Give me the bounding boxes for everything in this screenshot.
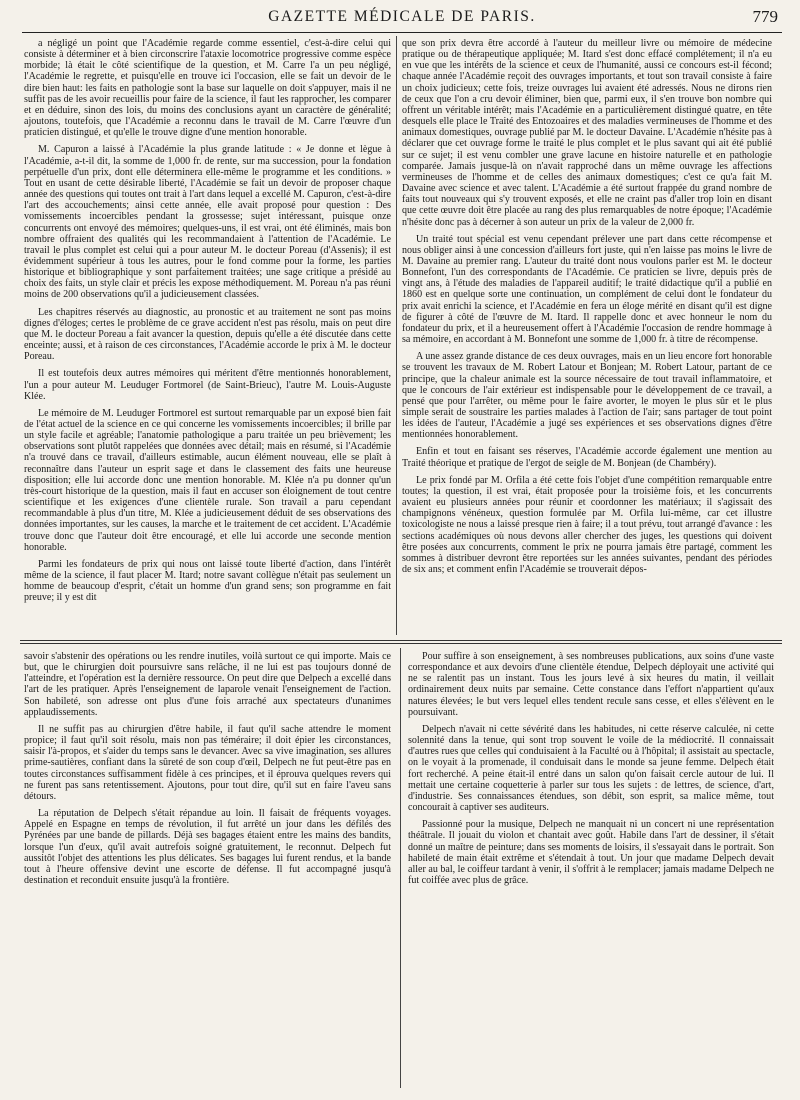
column-divider xyxy=(400,648,401,1088)
paragraph: Pour suffire à son enseignement, à ses nombreuses publications, aux soins d'une vaste correspondance et aux devoirs d'une clientèle étendue, Delpech déployait une activité qui ne se ralentit pas un instant. Tous les jours levé à six heures du matin, il veillait ordinairement deux nuits par semaine. Cette constance dans l'effort n'appartient qu'aux natures élevées; le but vers lequel elles tendent recule sans cesse, et elles s'élèvent en le poursuivant. xyxy=(408,651,774,718)
journal-title: GAZETTE MÉDICALE DE PARIS. xyxy=(268,8,536,25)
paragraph: savoir s'abstenir des opérations ou les rendre inutiles, voilà surtout ce qui importe. Mais ce but, que le chirurgien doit poursuivre sans relâche, il ne lui est pas toujours donné de l'atteindre, et l'opération est la dernière ressource. On peut dire que Delpech a excellé dans l'art de les pratiquer. Après l'enseignement de laparole venait l'enseignement de l'action. Son habileté, son adresse ont plus d'une fois arraché aux spectateurs d'unanimes applaudissements. xyxy=(24,651,391,718)
paragraph: Un traité tout spécial est venu cependant prélever une part dans cette récompense et nous obliger ainsi à une concession d'ailleurs fort juste, qui n'en laisse pas moins le livre de M. Davaine au premier rang. L'auteur du traité dont nous voulons parler est M. le docteur Bonnefont, l'un des correspondants de l'Académie. Ce praticien se livre, depuis près de vingt ans, à l'étude des maladies de l'appareil auditif; le traité didactique qu'il a publié en 1860 est en quelque sorte une continuation, un complément de celui dont le fondateur du prix avait enrichi la science, et l'Académie en fera un éloge mérité en disant qu'il est digne de figurer à côté de l'œuvre de M. Itard. Il rappelle donc et avec honneur le nom du fondateur du prix, et il a heureusement offert à l'Académie l'occasion de rendre hommage à sa mémoire, en accordant à M. Bonnefont une somme de 1,000 fr. à titre de récompense. xyxy=(402,233,772,346)
column-divider xyxy=(396,36,397,635)
paragraph: Parmi les fondateurs de prix qui nous ont laissé toute liberté d'action, dans l'intérêt même de la science, il faut placer M. Itard; notre savant collègue n'était pas seulement un homme de beaucoup d'esprit, c'était un homme d'un grand sens; son programme en fait preuve; il y est dit xyxy=(24,558,391,604)
paragraph: a négligé un point que l'Académie regarde comme essentiel, c'est-à-dire celui qui consiste à déterminer et à bien circonscrire l'ataxie locomotrice progressive comme espèce morbide; là était le côté scientifique de la question, et M. Carre l'a un peu négligé, l'Académie le regrette, et puisqu'elle en trouve ici l'occasion, elle se fait un devoir de le dire bien haut: les faits en pathologie sont la base sur laquelle on doit s'appuyer, mais il ne suffit pas de les avoir recueillis pour faire de la science, il faut les rapprocher, les comparer et en déduire, sinon des lois, du moins des conclusions ayant un caractère de généralité; ajoutons, toutefois, que l'Académie a reconnu dans le travail de M. Carre l'œuvre d'un praticien distingué, et qu'elle le trouve digne d'une mention honorable. xyxy=(24,38,391,139)
paragraph: Delpech n'avait ni cette sévérité dans les habitudes, ni cette réserve calculée, ni cette solennité dans la tenue, qui sont trop souvent le voile de la médiocrité. Il connaissait d'autres rues que celles qui conduisaient à la Faculté ou à l'hôpital; il assistait au spectacle, on le voyait à la promenade, il conduisait dans le monde sa jeune femme. Delpech était fort recherché. A peine était-il entré dans un salon qu'on faisait cercle autour de lui. Il mettait une certaine coquetterie à parler sur tous les sujets : de lettres, de science, d'art, d'industrie. Ses connaissances étendues, son débit, son esprit, sa malice même, tout concourait à captiver ses auditeurs. xyxy=(408,723,774,814)
paragraph: A une assez grande distance de ces deux ouvrages, mais en un lieu encore fort honorable se trouvent les travaux de M. Robert Latour et Bonjean; M. Robert Latour, partant de ce principe, que la chaleur animale est la source nécessaire de tout travail inflammatoire, et que le concours de l'air extérieur est indispensable pour le développement de ce travail, a pensé que pour l'arrêter, ou même pour le faire avorter, le moyen le plus sûr et le plus simple serait de soustraire les parties malades à l'action de l'air; sans partager de tout point les idées de l'auteur, l'Académie a jugé ses expériences et ses observations dignes d'être mentionnées honorablement. xyxy=(402,351,772,441)
column-bottom-left xyxy=(24,651,391,1091)
paragraph: Enfin et tout en faisant ses réserves, l'Académie accorde également une mention au Traité théorique et pratique de l'ergot de seigle de M. Bonjean (de Chambéry). xyxy=(402,446,772,469)
column-top-left xyxy=(24,38,391,633)
column-bottom-right xyxy=(408,651,774,1091)
paragraph: Il ne suffit pas au chirurgien d'être habile, il faut qu'il sache attendre le moment propice; il faut qu'il soit résolu, mais non pas téméraire; il doit épier les circonstances, saisir l'à-propos, et s'aider du temps sans le devancer. Avec sa vive imagination, ses allures prime-sautières, confiant dans la sûreté de son coup d'œil, Delpech ne fut peut-être pas en toutes circonstances suffisamment fidèle à ces principes, et il éprouva quelques revers qui ne furent pas sans retentissement. Ajoutons, pour tout dire, qu'il sut en faire l'aveu sans détours. xyxy=(24,723,391,802)
page-number: 779 xyxy=(752,7,778,26)
paragraph: Le mémoire de M. Leuduger Fortmorel est surtout remarquable par un exposé bien fait de l'état actuel de la science en ce qui concerne les vomissements incoercibles; il brille par un style facile et agréable; l'anatomie pathologique a paru traitée un peu brièvement; les observations sont plutôt rappelées que données avec détail; mais en résumé, si l'Académie n'a trouvé dans ce travail, d'ailleurs estimable, aucun élément nouveau, elle se plaît à reconnaître dans l'auteur un esprit sage et dans le classement des faits une heureuse disposition; elle lui accorde donc une mention honorable. M. Klée n'a pu donner qu'un très-court historique de la question, mais il faut en accuser son éloignement de tout centre scientifique et les exigences d'une clientèle rurale. Son travail a paru cependant recommandable à plus d'un titre, M. Klée a judicieusement déduit de ses observations des données importantes, sur les causes, la marche et le traitement de cet accident. L'Académie trouve donc que l'auteur doit être encouragé, et elle lui accorde une seconde mention honorable. xyxy=(24,407,391,553)
paragraph: que son prix devra être accordé à l'auteur du meilleur livre ou mémoire de médecine pratique ou de thérapeutique appliquée; M. Itard s'est donc effacé complétement; il n'a eu en vue que les intérêts de la science et ceux de l'humanité, aussi ce concours est-il fécond; chaque année l'Académie reçoit des ouvrages importants, et tout son travail consiste à faire un choix judicieux; cette fois, treize ouvrages lui avaient été adressés. Nous ne dirons rien de ceux que l'on a cru devoir éliminer, bien que, parmi eux, il s'en trouve bon nombre qui offrent un véritable intérêt; mais l'Académie en a particulièrement distingué quatre, en tête desquels elle place le Traité des Entozoaires et des maladies vermineuses de l'homme et des animaux domestiques, ouvrage publié par M. le docteur Davaine. L'Académie n'hésite pas à déclarer que cet ouvrage forme le traité le plus complet et le plus savant qui ait été publié sur ce sujet; il est venu combler une grave lacune en histoire naturelle et en pathologie comparée. Jamais jusque-là on n'avait rapproché dans un même ouvrage les affections vermineuses de l'homme et de celles des animaux domestiques; c'est ce qu'a fait M. Davaine avec science et avec talent. L'Académie a été surtout frappée du grand nombre de faits tout nouveaux qui s'y trouvent exposés, et elle ne craint pas d'aller trop loin en disant que cette œuvre doit être placée au rang des plus remarquables de notre époque; l'Académie n'hésite donc pas à décerner à son auteur un prix de la valeur de 2,000 fr. xyxy=(402,38,772,228)
section-rule xyxy=(20,643,782,644)
paragraph: M. Capuron a laissé à l'Académie la plus grande latitude : « Je donne et lègue à l'Académie, a-t-il dit, la somme de 1,000 fr. de rente, sur ma succession, pour la fondation perpétuelle d'un prix, dont elle déterminera elle-même le programme et les conditions. » Tout en usant de cette désirable liberté, l'Académie se fait un devoir de proposer chaque année des questions qui toutes ont trait à l'art dans lequel a excellé M. Capuron, c'est-à-dire l'art des accouchements; ainsi cette année, elle avait proposé pour question : Des vomissements incoercibles pendant la grossesse; sujet intéressant, puisque onze concurrents ont envoyé des mémoires; quelques-uns, il est vrai, ont été éliminés, mais bon nombre offraient des qualités qui les recommandaient à l'attention de l'Académie. Le travail le plus complet est celui qui a pour auteur M. le docteur Poreau (d'Assenis); il est évidemment supérieur à tous les autres, pour le fond comme pour la forme, les parties historique et bibliographique y sont parfaitement traitées; une sage critique a présidé au choix des faits, un style clair et précis les expose méthodiquement. M. Poreau n'a pas réuni moins de 200 observations qu'il a judicieusement classées. xyxy=(24,144,391,301)
column-top-right xyxy=(402,38,772,633)
paragraph: Le prix fondé par M. Orfila a été cette fois l'objet d'une compétition remarquable entre toutes; la question, il est vrai, était proposée pour la troisième fois, et les concurrents avaient eu plusieurs années pour réunir et coordonner les matériaux; il s'agissait des champignons vénéneux, question formulée par M. Orfila lui-même, car cet illustre toxicologiste ne nous a laissé presque rien à faire; il a tout prévu, tout arrangé d'avance : les sections académiques où nous devons aller chercher des juges, les questions qui doivent être posées aux concurrents, comment le prix ne pourra jamais être partagé, comment les sommes à distribuer devront être reportées sur les années suivantes, pendant des périodes de six ans; et comment enfin l'Académie se trouverait dépos- xyxy=(402,474,772,576)
paragraph: Les chapitres réservés au diagnostic, au pronostic et au traitement ne sont pas moins dignes d'éloges; certes le problème de ce grave accident n'est pas résolu, mais on peut dire que M. le docteur Poreau a fait avancer la question, depuis qu'elle a été discutée dans cette enceinte; aussi, et à raison de ces circonstances, l'Académie accorde le prix à M. le docteur Poreau. xyxy=(24,306,391,363)
paragraph: Il est toutefois deux autres mémoires qui méritent d'être mentionnés honorablement, l'un a pour auteur M. Leuduger Fortmorel (de Saint-Brieuc), l'autre M. Louis-Auguste Klée. xyxy=(24,368,391,402)
page-header xyxy=(22,6,782,33)
section-rule xyxy=(20,640,782,641)
paragraph: La réputation de Delpech s'était répandue au loin. Il faisait de fréquents voyages. Appelé en Espagne en temps de révolution, il fut arrêté un jour dans les défilés des Pyrénées par une bande de pillards. Déjà ses bagages étaient entre les mains des bandits, lorsque l'un d'eux, qu'il avait autrefois soigné gratuitement, le reconnut. Delpech fut aussitôt l'objet des attentions les plus délicates. Ses bagages lui furent rendus, et la bande tout à l'heure offensive devint une escorte de défense. Il fut accompagné jusqu'à destination et reconduit ensuite jusqu'à la frontière. xyxy=(24,808,391,886)
paragraph: Passionné pour la musique, Delpech ne manquait ni un concert ni une représentation théâtrale. Il jouait du violon et chantait avec goût. Habile dans l'art de dessiner, il s'était donné un maître de peinture; dans ses moments de loisirs, il s'essayait dans le portrait. Son habileté de main était extrême et s'étendait à tout. Un jour que madame Delpech devait aller au bal, le coiffeur tardant à venir, il s'offrit à le remplacer; jamais madame Delpech ne fut coiffée avec plus de grâce. xyxy=(408,819,774,886)
